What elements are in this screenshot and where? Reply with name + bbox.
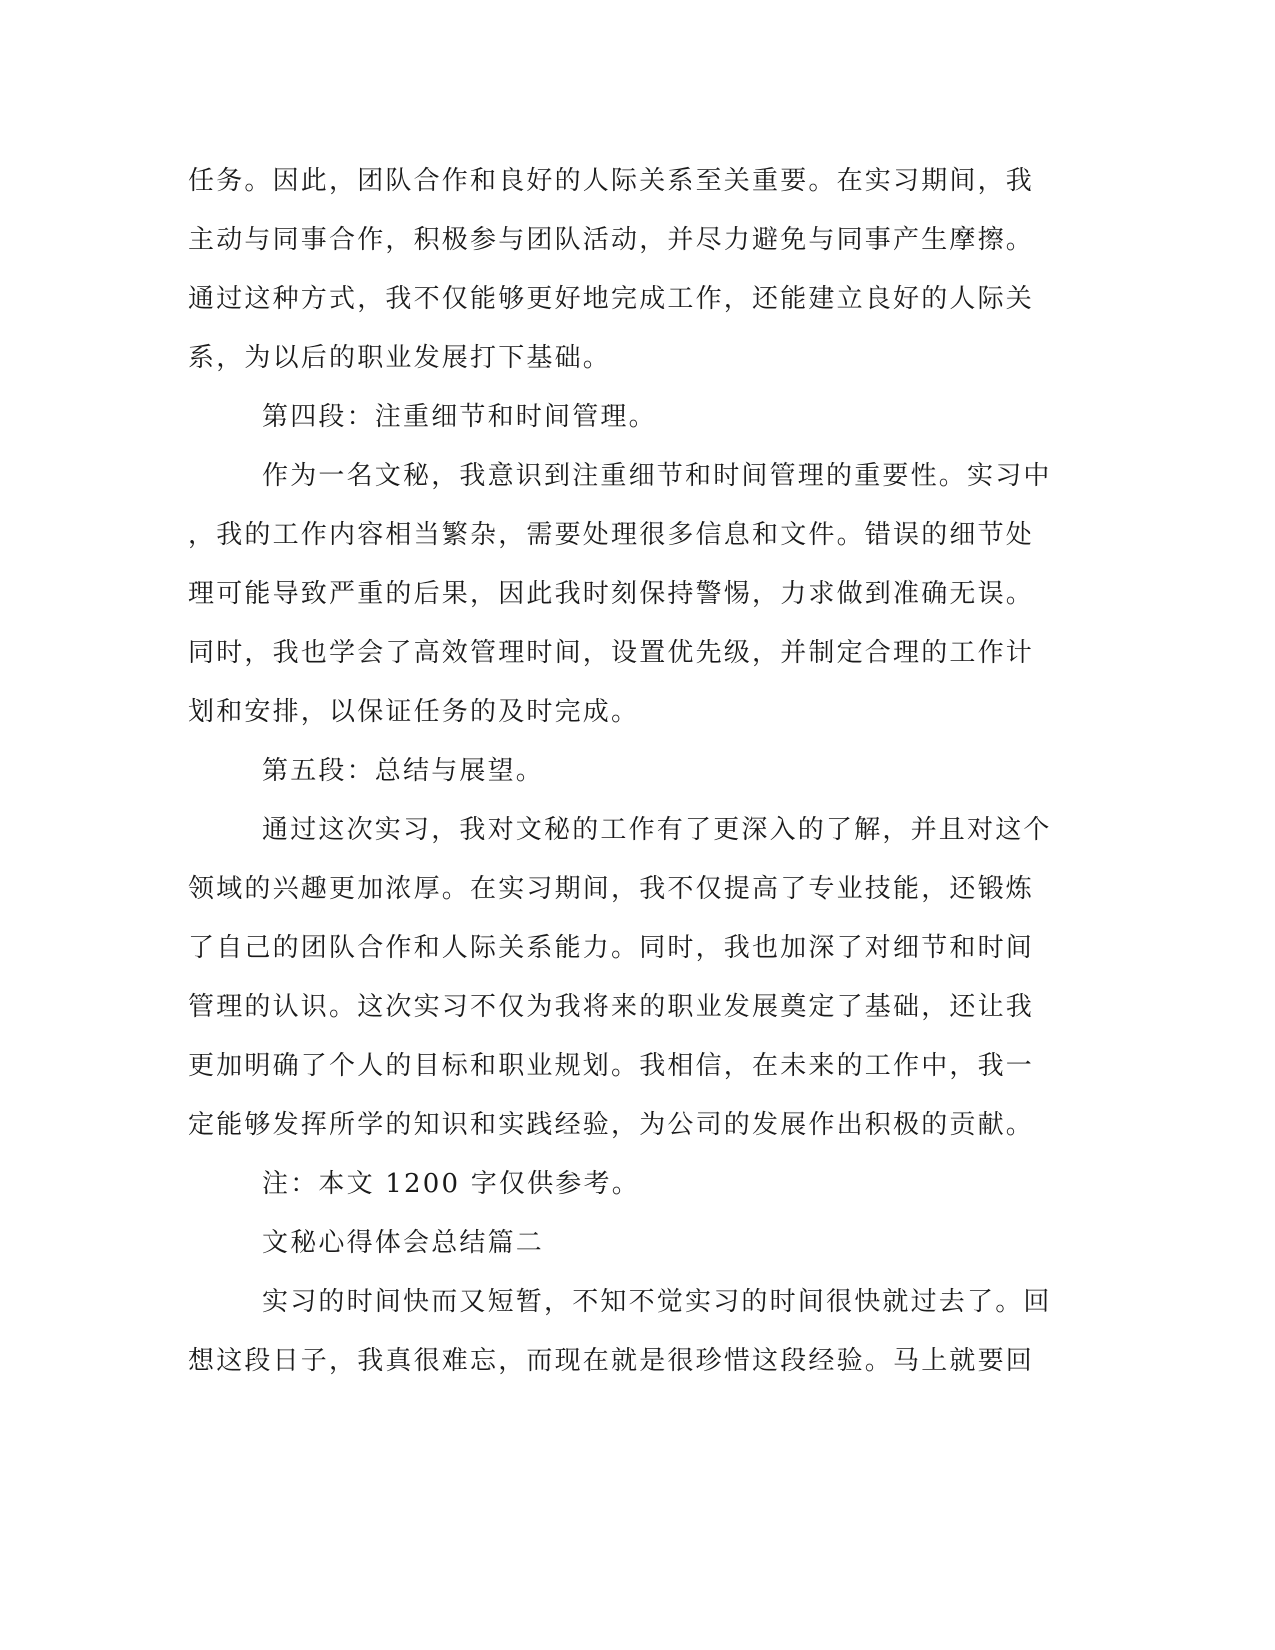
text-line: 通过这种方式，我不仅能够更好地完成工作，还能建立良好的人际关 <box>188 284 1035 314</box>
article-title: 文秘心得体会总结篇二 <box>262 1228 545 1258</box>
text-line: 定能够发挥所学的知识和实践经验，为公司的发展作出积极的贡献。 <box>188 1110 1035 1140</box>
text-line: 了自己的团队合作和人际关系能力。同时，我也加深了对细节和时间 <box>188 933 1035 963</box>
text-line: 管理的认识。这次实习不仅为我将来的职业发展奠定了基础，还让我 <box>188 992 1035 1022</box>
text-line: 同时，我也学会了高效管理时间，设置优先级，并制定合理的工作计 <box>188 638 1035 668</box>
text-line: 理可能导致严重的后果，因此我时刻保持警惕，力求做到准确无误。 <box>188 579 1035 609</box>
note-line: 注：本文 1200 字仅供参考。 <box>262 1169 640 1199</box>
section-heading: 第五段：总结与展望。 <box>262 756 545 786</box>
text-line: 任务。因此，团队合作和良好的人际关系至关重要。在实习期间，我 <box>188 166 1035 196</box>
text-line: 实习的时间快而又短暂，不知不觉实习的时间很快就过去了。回 <box>262 1287 1052 1317</box>
text-line: 更加明确了个人的目标和职业规划。我相信，在未来的工作中，我一 <box>188 1051 1035 1081</box>
text-line: 作为一名文秘，我意识到注重细节和时间管理的重要性。实习中 <box>262 461 1052 491</box>
text-line: 想这段日子，我真很难忘，而现在就是很珍惜这段经验。马上就要回 <box>188 1346 1035 1376</box>
text-line: 领域的兴趣更加浓厚。在实习期间，我不仅提高了专业技能，还锻炼 <box>188 874 1035 904</box>
text-line: 划和安排，以保证任务的及时完成。 <box>188 697 640 727</box>
text-line: 系，为以后的职业发展打下基础。 <box>188 343 612 373</box>
text-line: 主动与同事合作，积极参与团队活动，并尽力避免与同事产生摩擦。 <box>188 225 1035 255</box>
text-line: ，我的工作内容相当繁杂，需要处理很多信息和文件。错误的细节处 <box>188 520 1035 550</box>
text-line: 通过这次实习，我对文秘的工作有了更深入的了解，并且对这个 <box>262 815 1052 845</box>
section-heading: 第四段：注重细节和时间管理。 <box>262 402 657 432</box>
